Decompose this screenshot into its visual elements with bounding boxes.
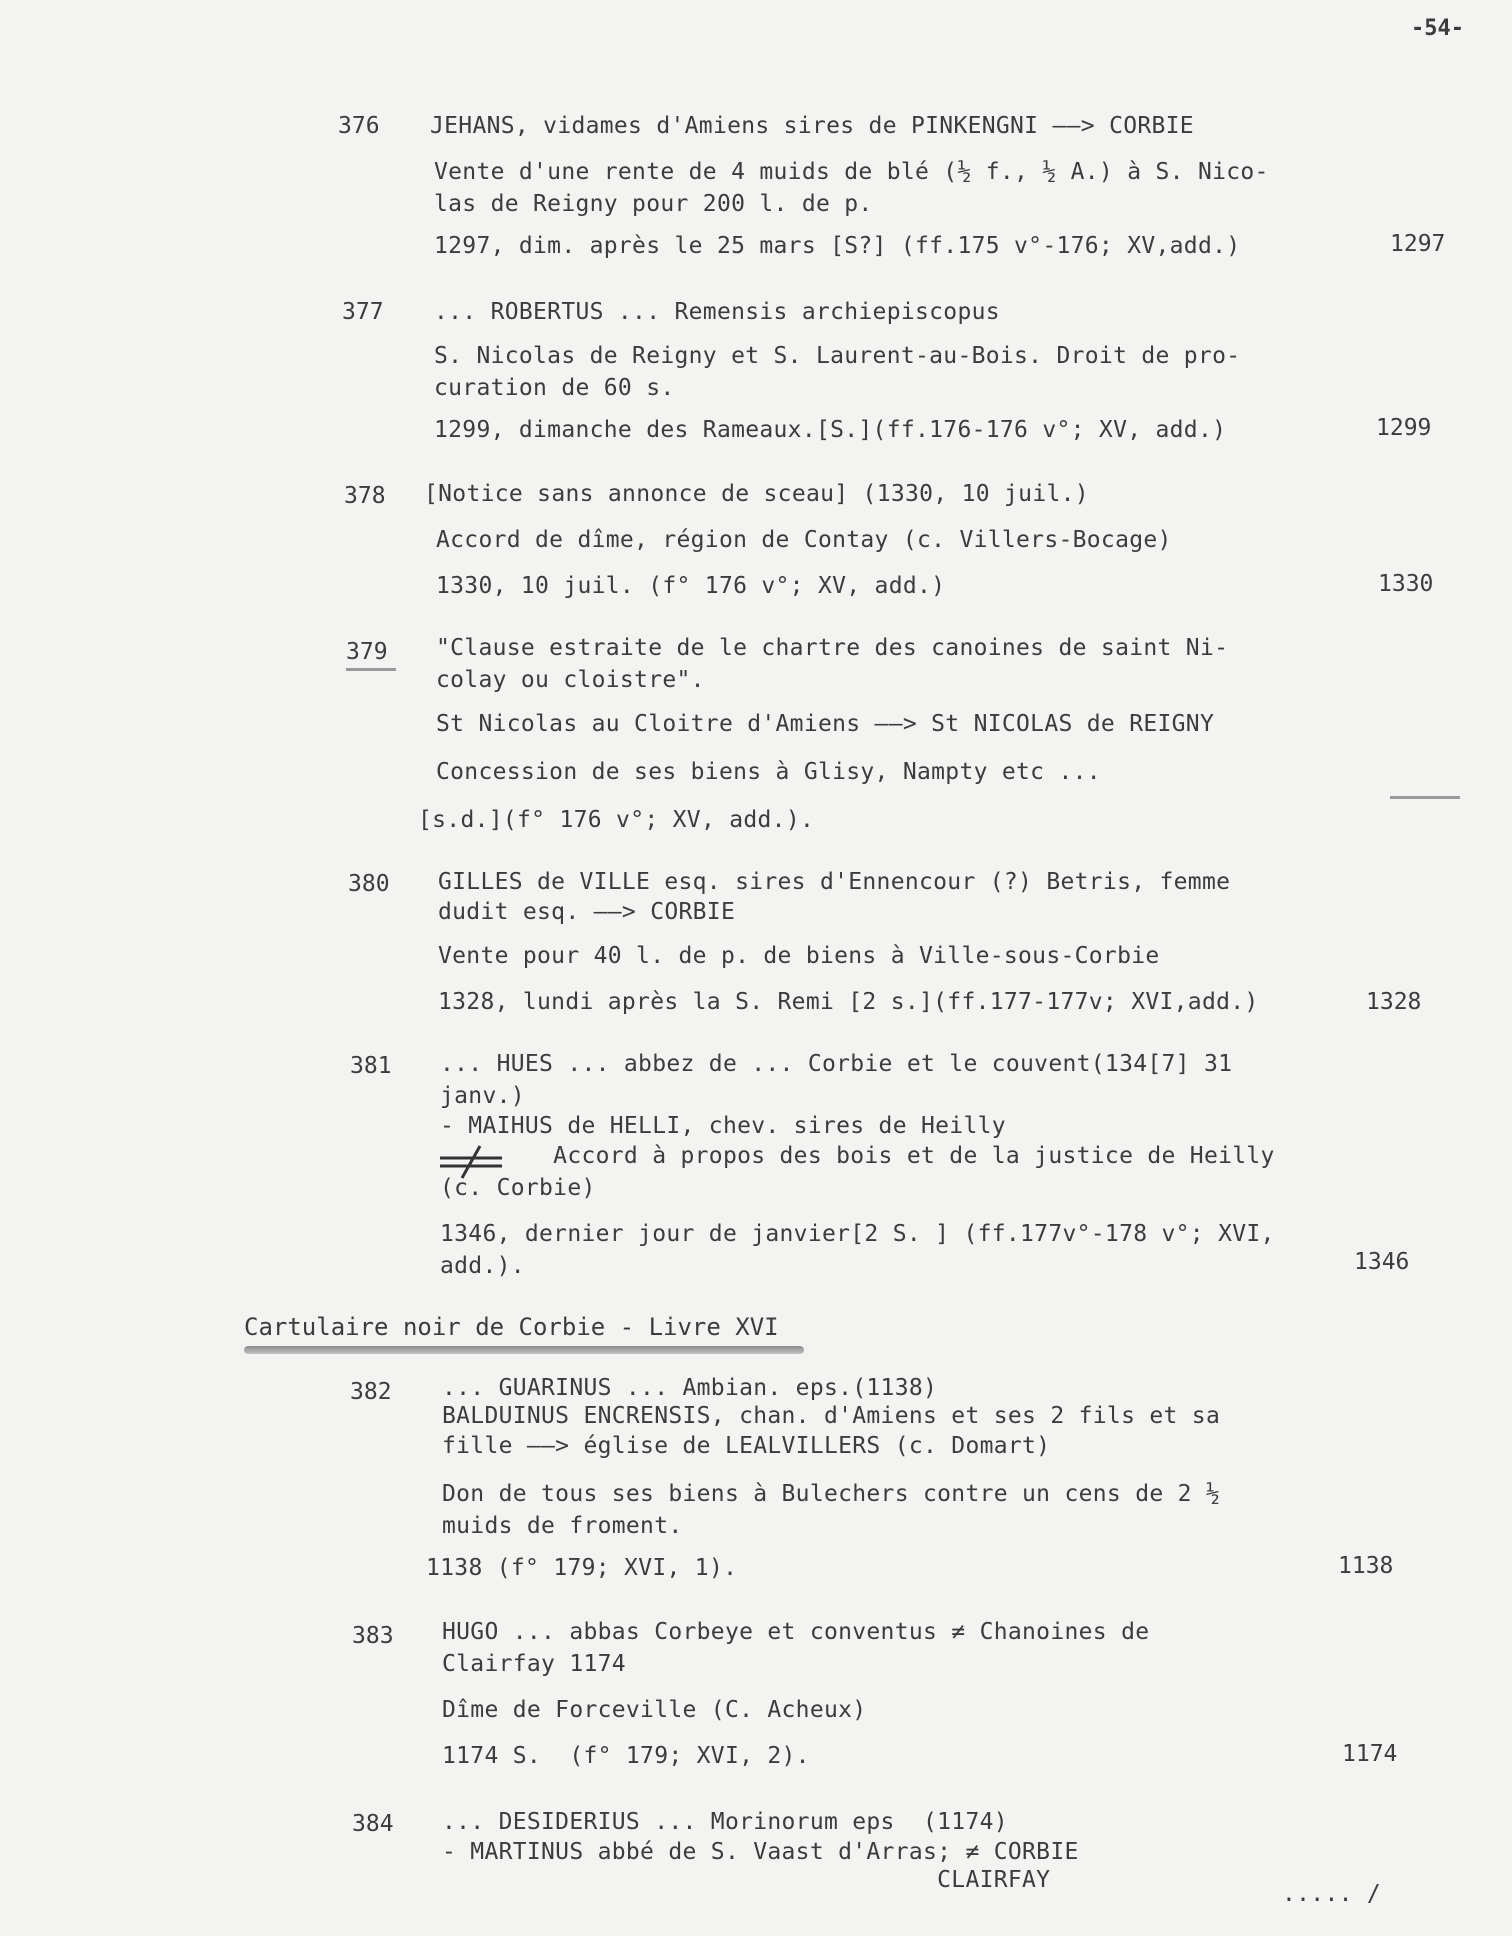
entry-line: 1138 (f° 179; XVI, 1). <box>426 1555 738 1581</box>
page-number: -54- <box>1411 16 1464 41</box>
entry-number: 377 <box>342 299 384 325</box>
entry-line: GILLES de VILLE esq. sires d'Ennencour (?) Betris, femme <box>438 869 1231 895</box>
entry-line: ... GUARINUS ... Ambian. eps.(1138) <box>442 1375 938 1401</box>
entry-line: ... HUES ... abbez de ... Corbie et le couvent(134[7] 31 <box>440 1051 1233 1077</box>
entry-line: BALDUINUS ENCRENSIS, chan. d'Amiens et ses 2 fils et sa <box>442 1403 1221 1429</box>
entry-line: "Clause estraite de le chartre des canoines de saint Ni- <box>436 635 1229 661</box>
entry-line: HUGO ... abbas Corbeye et conventus ≠ Chanoines de <box>442 1619 1150 1645</box>
entry-number: 379 <box>346 639 388 665</box>
underline-mark <box>346 668 396 671</box>
entry-line: [Notice sans annonce de sceau] (1330, 10 juil.) <box>424 481 1089 507</box>
footer-mark: ..... / <box>1282 1881 1382 1907</box>
entry-line: ... ROBERTUS ... Remensis archiepiscopus <box>434 299 1000 325</box>
entry-line: [s.d.](f° 176 v°; XV, add.). <box>418 807 815 833</box>
entry-line: curation de 60 s. <box>434 375 675 401</box>
entry-number: 380 <box>348 871 390 897</box>
entry-line: (c. Corbie) <box>440 1175 596 1201</box>
entry-line: 1299, dimanche des Rameaux.[S.](ff.176-176 v°; XV, add.) <box>434 417 1227 443</box>
entry-number: 382 <box>350 1379 392 1405</box>
entry-line: JEHANS, vidames d'Amiens sires de PINKENGNI ——> CORBIE <box>430 113 1194 139</box>
margin-mark <box>1390 796 1460 799</box>
entry-line: 1328, lundi après la S. Remi [2 s.](ff.177-177v; XVI,add.) <box>438 989 1259 1015</box>
entry-line: 1174 S. (f° 179; XVI, 2). <box>442 1743 810 1769</box>
entry-line: Vente d'une rente de 4 muids de blé (½ f., ½ A.) à S. Nico- <box>434 159 1269 185</box>
entry-number: 383 <box>352 1623 394 1649</box>
entry-number: 384 <box>352 1811 394 1837</box>
entry-line: 1297, dim. après le 25 mars [S?] (ff.175 v°-176; XV,add.) <box>434 233 1241 259</box>
entry-line: add.). <box>440 1253 525 1279</box>
entry-number: 378 <box>344 483 386 509</box>
entry-line: Don de tous ses biens à Bulechers contre un cens de 2 ½ <box>442 1481 1221 1507</box>
entry-year: 1297 <box>1390 231 1446 257</box>
entry-line: muids de froment. <box>442 1513 683 1539</box>
section-heading: Cartulaire noir de Corbie - Livre XVI <box>244 1313 779 1341</box>
entry-line: Clairfay 1174 <box>442 1651 626 1677</box>
entry-year: 1330 <box>1378 571 1434 597</box>
entry-year: 1174 <box>1342 1741 1398 1767</box>
entry-line: Accord de dîme, région de Contay (c. Villers-Bocage) <box>436 527 1172 553</box>
entry-year: 1138 <box>1338 1553 1394 1579</box>
entry-line: janv.) <box>440 1083 525 1109</box>
entry-line: St Nicolas au Cloitre d'Amiens ——> St NICOLAS de REIGNY <box>436 711 1215 737</box>
entry-line: las de Reigny pour 200 l. de p. <box>434 191 873 217</box>
heading-underline <box>244 1346 804 1354</box>
entry-line: dudit esq. ——> CORBIE <box>438 899 736 925</box>
entry-line: 1330, 10 juil. (f° 176 v°; XV, add.) <box>436 573 946 599</box>
entry-number: 381 <box>350 1053 392 1079</box>
entry-line: CLAIRFAY <box>442 1867 1051 1893</box>
entry-year: 1328 <box>1366 989 1422 1015</box>
entry-line: - MAIHUS de HELLI, chev. sires de Heilly <box>440 1113 1006 1139</box>
entry-line: 1346, dernier jour de janvier[2 S. ] (ff.177v°-178 v°; XVI, <box>440 1221 1275 1247</box>
entry-line: ... DESIDERIUS ... Morinorum eps (1174) <box>442 1809 1008 1835</box>
entry-line: fille ——> église de LEALVILLERS (c. Domart) <box>442 1433 1051 1459</box>
entry-year: 1346 <box>1354 1249 1410 1275</box>
entry-line: - MARTINUS abbé de S. Vaast d'Arras; ≠ CORBIE <box>442 1839 1079 1865</box>
entry-line: Concession de ses biens à Glisy, Nampty etc ... <box>436 759 1101 785</box>
entry-number: 376 <box>338 113 380 139</box>
entry-line: Vente pour 40 l. de p. de biens à Ville-sous-Corbie <box>438 943 1160 969</box>
entry-line: colay ou cloistre". <box>436 667 705 693</box>
entry-line: Accord à propos des bois et de la justice de Heilly <box>440 1143 1275 1169</box>
entry-line: Dîme de Forceville (C. Acheux) <box>442 1697 867 1723</box>
entry-year: 1299 <box>1376 415 1432 441</box>
entry-line: S. Nicolas de Reigny et S. Laurent-au-Bois. Droit de pro- <box>434 343 1241 369</box>
